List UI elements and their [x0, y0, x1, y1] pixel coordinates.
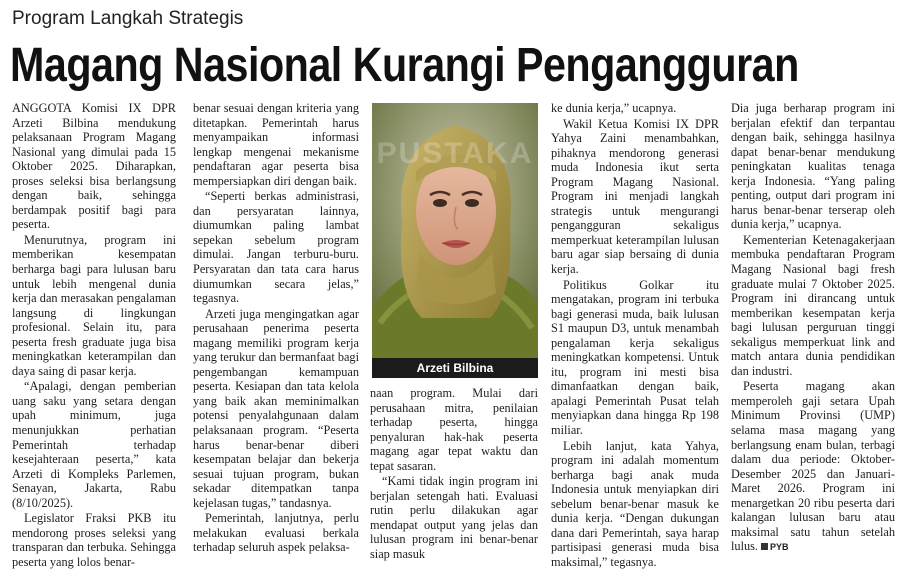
- paragraph: “Kami tidak ingin program ini berjalan setengah hati. Evaluasi rutin perlu dilakukan agar mendapat output yang jelas dan lulusan program ini benar-benar siap masuk: [370, 474, 538, 562]
- article-column-1: [12, 101, 176, 570]
- paragraph: naan program. Mulai dari perusahaan mitra, penilaian terhadap peserta, hingga penyaluran hak-hak peserta magang agar tepat waktu dan tepat sasaran.: [370, 386, 538, 473]
- paragraph-text: Peserta magang akan memperoleh gaji setara Upah Minimum Provinsi (UMP) selama masa magang yang berlangsung enam bulan, terbagi dalam dua periode: Oktober-Desember 2025 dan Januari-Maret 2026. Program ini menargetkan 20 ribu peserta dari kalangan lulusan baru atau maksimal satu tahun setelah lulus.: [731, 379, 895, 554]
- article-column-3: [370, 386, 538, 562]
- paragraph: Kementerian Ketenagakerjaan membuka pendaftaran Program Magang Nasional bagi fresh graduate mulai 7 Oktober 2025. Program ini dirancang untuk memberikan kesempatan kerja bagi lulusan perguruan tinggi sekaligus memperkuat link and match antara dunia pendidikan dan industri.: [731, 232, 895, 378]
- paragraph: Politikus Golkar itu mengatakan, program ini terbuka bagi generasi muda, baik lulusan S1 maupun D3, untuk menambah pengalaman kerja sekaligus meningkatkan kompetensi. Untuk itu, program ini mesti bisa dimanfaatkan dengan baik, apalagi Pemerintah Pusat telah menyiapkan dana hingga Rp 198 miliar.: [551, 277, 719, 438]
- author-signature: PYB: [770, 542, 789, 553]
- paragraph: Lebih lanjut, kata Yahya, program ini adalah momentum berharga bagi anak muda Indonesia untuk menyiapkan diri sebelum benar-benar masuk ke dunia kerja. “Dengan dukungan dana dari Pemerintah, saya harap partisipasi generasi muda bisa maksimal,” tegasnya.: [551, 438, 719, 569]
- article-column-5: [731, 101, 895, 555]
- end-mark-icon: [761, 543, 768, 550]
- paragraph: Arzeti juga mengingatkan agar perusahaan penerima peserta magang memiliki program kerja yang terukur dan bermanfaat bagi pengembangan kemampuan peserta. Kesiapan dan tata kelola yang baik akan meminimalkan potensi penyalahgunaan dalam pelaksanaan program. “Peserta harus benar-benar diberi kesempatan belajar dan bekerja sesuai tujuan program, bukan sekadar ditempatkan tanpa kejelasan tugas,” tandasnya.: [193, 306, 359, 510]
- paragraph: ANGGOTA Komisi IX DPR Arzeti Bilbina mendukung pelaksanaan Program Magang Nasional yang dimulai pada 15 Oktober 2025. Diharapkan, proses seleksi bisa berlangsung dengan baik, sehingga berdampak positif bagi para peserta.: [12, 101, 176, 232]
- paragraph: “Seperti berkas administrasi, dan persyaratan lainnya, diumumkan paling lambat sepekan sebelum program dimulai. Jangan terburu-buru. Persyaratan dan tata cara harus diumumkan secara jelas,” tegasnya.: [193, 189, 359, 306]
- article-rubric: Program Langkah Strategis: [12, 8, 244, 29]
- paragraph: [731, 379, 895, 555]
- paragraph: Dia juga berharap program ini berjalan efektif dan terpantau dengan baik, sehingga hasilnya dapat benar-benar mendukung peningkatan kualitas tenaga kerja Indonesia. “Yang paling penting, output dari program ini harus benar-benar terserap oleh dunia kerja,” ucapnya.: [731, 101, 895, 232]
- photo-caption: Arzeti Bilbina: [372, 358, 538, 378]
- paragraph: ke dunia kerja,” ucapnya.: [551, 101, 677, 115]
- article-column-4: [551, 101, 719, 570]
- paragraph: Menurutnya, program ini memberikan kesempatan berharga bagi para lulusan baru untuk lebih mengenal dunia kerja dan merasakan pengalaman langsung di lingkungan profesional. Selain itu, para peserta fresh graduate juga bisa meningkatkan keterampilan dan daya saing di pasar kerja.: [12, 232, 176, 378]
- article-headline: Magang Nasional Kurangi Pengangguran: [10, 39, 799, 92]
- article-column-2: [193, 101, 359, 555]
- watermark-text: PUSTAKA: [376, 137, 534, 170]
- portrait-photo: [372, 103, 538, 358]
- paragraph: benar sesuai dengan kriteria yang ditetapkan. Pemerintah harus menyampaikan informasi lengkap mengenai mekanisme pendaftaran agar peserta bisa mempersiapkan diri dengan baik.: [193, 101, 359, 188]
- paragraph: Pemerintah, lanjutnya, perlu melakukan evaluasi berkala terhadap seluruh aspek pelaksa-: [193, 511, 359, 555]
- paragraph: Wakil Ketua Komisi IX DPR Yahya Zaini menambahkan, pihaknya mendorong generasi muda Indonesia ikut serta Program Magang Nasional. Program ini menjadi langkah strategis untuk mengurangi pengangguran sekaligus memperkuat keterampilan lulusan baru agar siap bersaing di dunia kerja.: [551, 116, 719, 277]
- paragraph: “Apalagi, dengan pemberian uang saku yang setara dengan upah minimum, juga menunjukkan perhatian Pemerintah terhadap kesejahteraan peserta,” kata Arzeti di Kompleks Parlemen, Senayan, Jakarta, Rabu (8/10/2025).: [12, 379, 176, 510]
- paragraph: Legislator Fraksi PKB itu mendorong proses seleksi yang transparan dan terbuka. Sehingga peserta yang lolos benar-: [12, 511, 176, 569]
